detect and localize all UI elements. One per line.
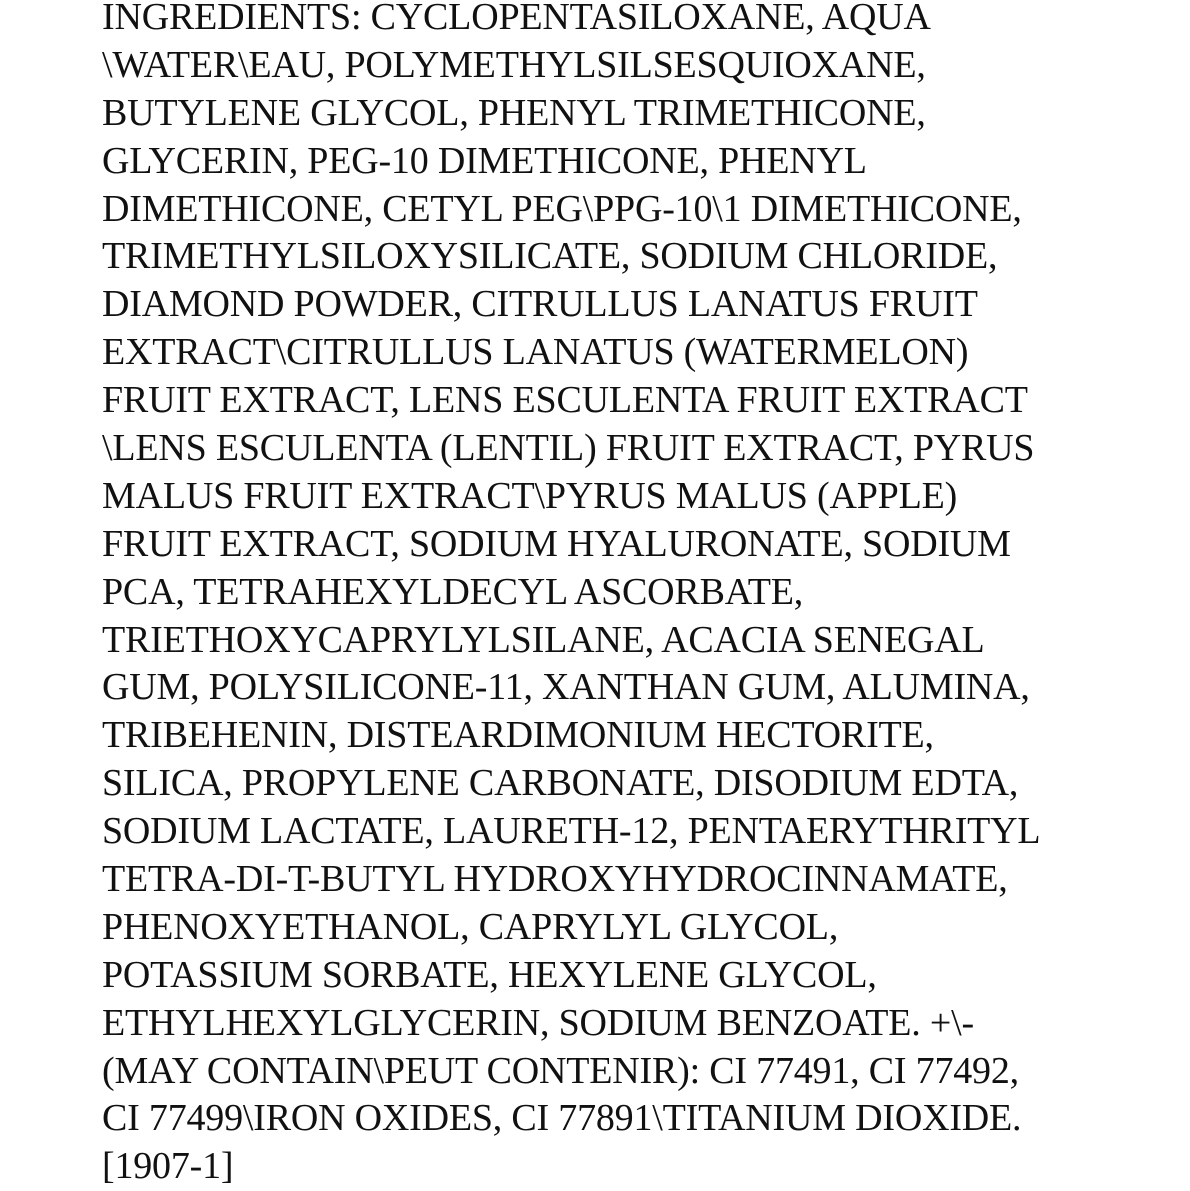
batch-code: [1907-1]	[102, 1145, 234, 1188]
ingredient-line: \LENS ESCULENTA (LENTIL) FRUIT EXTRACT, PYRUS	[102, 427, 1035, 470]
ingredient-line: \WATER\EAU, POLYMETHYLSILSESQUIOXANE,	[102, 43, 926, 86]
ingredient-line: GLYCERIN, PEG-10 DIMETHICONE, PHENYL	[102, 139, 867, 182]
ingredient-line: TRIBEHENIN, DISTEARDIMONIUM HECTORITE,	[102, 714, 934, 757]
ingredient-line: DIMETHICONE, CETYL PEG\PPG-10\1 DIMETHICONE,	[102, 187, 1022, 230]
ingredient-line: BUTYLENE GLYCOL, PHENYL TRIMETHICONE,	[102, 91, 926, 134]
ingredient-line: POTASSIUM SORBATE, HEXYLENE GLYCOL,	[102, 953, 877, 996]
ingredient-line: TRIMETHYLSILOXYSILICATE, SODIUM CHLORIDE,	[102, 235, 998, 278]
ingredient-line: FRUIT EXTRACT, LENS ESCULENTA FRUIT EXTRACT	[102, 379, 1028, 422]
ingredient-line: SODIUM LACTATE, LAURETH-12, PENTAERYTHRITYL	[102, 810, 1041, 853]
ingredient-line: INGREDIENTS: CYCLOPENTASILOXANE, AQUA	[102, 0, 931, 38]
ingredient-line: FRUIT EXTRACT, SODIUM HYALURONATE, SODIUM	[102, 522, 1011, 565]
ingredient-line: PCA, TETRAHEXYLDECYL ASCORBATE,	[102, 570, 804, 613]
ingredient-line: SILICA, PROPYLENE CARBONATE, DISODIUM EDTA,	[102, 762, 1019, 805]
ingredient-line: TRIETHOXYCAPRYLYLSILANE, ACACIA SENEGAL	[102, 618, 985, 661]
ingredient-line: MALUS FRUIT EXTRACT\PYRUS MALUS (APPLE)	[102, 474, 958, 517]
ingredient-line: DIAMOND POWDER, CITRULLUS LANATUS FRUIT	[102, 283, 978, 326]
ingredient-line: CI 77499\IRON OXIDES, CI 77891\TITANIUM DIOXIDE.	[102, 1097, 1022, 1140]
ingredient-line: GUM, POLYSILICONE-11, XANTHAN GUM, ALUMINA,	[102, 666, 1030, 709]
ingredient-line: ETHYLHEXYLGLYCERIN, SODIUM BENZOATE. +\-	[102, 1001, 974, 1044]
ingredient-line: PHENOXYETHANOL, CAPRYLYL GLYCOL,	[102, 905, 839, 948]
ingredient-line: EXTRACT\CITRULLUS LANATUS (WATERMELON)	[102, 331, 969, 374]
ingredient-line: (MAY CONTAIN\PEUT CONTENIR): CI 77491, CI 77492,	[102, 1049, 1019, 1092]
ingredients-list	[102, 0, 1162, 1191]
ingredient-line: TETRA-DI-T-BUTYL HYDROXYHYDROCINNAMATE,	[102, 858, 1008, 901]
